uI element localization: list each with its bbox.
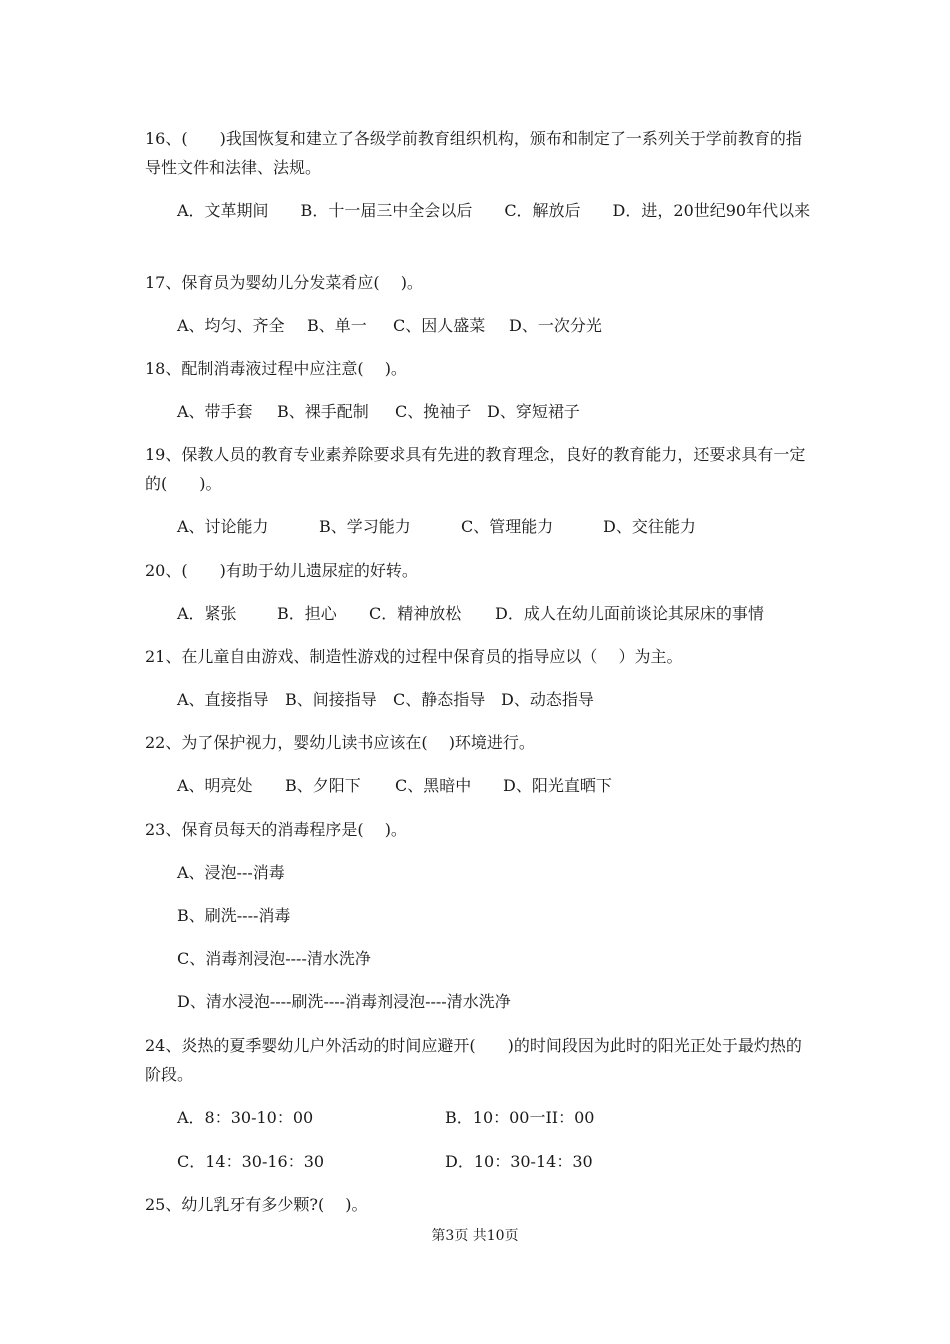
option-c: C、挽袖子: [395, 402, 472, 421]
option-b: B、单一: [307, 316, 367, 335]
question-22: 22、为了保护视力，婴幼儿读书应该在( )环境进行。: [145, 733, 535, 752]
option-b: B、学习能力: [319, 517, 411, 536]
question-20-options: [177, 599, 817, 628]
question-23-option-b: B、刷洗----消毒: [177, 906, 291, 925]
option-c: C、静态指导: [393, 690, 486, 709]
question-24: 24、炎热的夏季婴幼儿户外活动的时间应避开( )的时间段因为此时的阳光正处于最灼热的阶段。: [145, 1036, 802, 1084]
page-footer: 第3页 共10页: [431, 1228, 519, 1244]
question-16-options: A．文革期间 B．十一届三中全会以后 C．解放后 D．进，20世纪90年代以来: [177, 201, 811, 220]
option-a: A、讨论能力: [177, 517, 269, 536]
option-c: C．14：30-16：30: [177, 1152, 325, 1171]
question-24-options-row2: [177, 1147, 817, 1176]
question-23-option-a: A、浸泡---消毒: [177, 863, 285, 882]
question-23-option-c: C、消毒剂浸泡----清水洗净: [177, 949, 371, 968]
option-b: B、裸手配制: [277, 402, 369, 421]
option-b: B、间接指导: [285, 690, 377, 709]
option-d: D、阳光直晒下: [503, 776, 612, 795]
question-24-options-row1: [177, 1103, 817, 1132]
option-b: B．10：00一II：00: [445, 1108, 595, 1127]
option-d: D．成人在幼儿面前谈论其尿床的事情: [495, 604, 764, 623]
question-21-options: [177, 685, 817, 714]
question-17: 17、保育员为婴幼儿分发菜肴应( )。: [145, 273, 423, 292]
option-d: D、交往能力: [603, 517, 696, 536]
option-c: C、因人盛菜: [393, 316, 486, 335]
option-b: B．担心: [277, 604, 337, 623]
option-d: D、穿短裙子: [487, 402, 580, 421]
question-23: 23、保育员每天的消毒程序是( )。: [145, 820, 407, 839]
option-d: D、动态指导: [501, 690, 594, 709]
question-25: 25、幼儿乳牙有多少颗?( )。: [145, 1195, 368, 1214]
option-c: C、管理能力: [461, 517, 554, 536]
question-19: 19、保教人员的教育专业素养除要求具有先进的教育理念，良好的教育能力，还要求具有一定的( )。: [145, 445, 806, 493]
option-c: C．精神放松: [369, 604, 462, 623]
question-23-option-d: D、清水浸泡----刷洗----消毒剂浸泡----清水洗净: [177, 992, 511, 1011]
option-a: A、带手套: [177, 402, 253, 421]
question-16: 16、( )我国恢复和建立了各级学前教育组织机构，颁布和制定了一系列关于学前教育的指导性文件和法律、法规。: [145, 129, 802, 177]
option-d: D．10：30-14：30: [445, 1152, 593, 1171]
question-20: 20、( )有助于幼儿遗尿症的好转。: [145, 561, 418, 580]
question-18-options: [177, 397, 817, 426]
question-17-options: [177, 311, 817, 340]
option-a: A．8：30-10：00: [177, 1108, 314, 1127]
question-18: 18、配制消毒液过程中应注意( )。: [145, 359, 407, 378]
option-c: C、黑暗中: [395, 776, 472, 795]
option-a: A、均匀、齐全: [177, 316, 285, 335]
option-a: A、明亮处: [177, 776, 253, 795]
option-a: A、直接指导: [177, 690, 269, 709]
option-a: A．紧张: [177, 604, 237, 623]
question-19-options: [177, 512, 817, 541]
question-21: 21、在儿童自由游戏、制造性游戏的过程中保育员的指导应以（ ）为主。: [145, 647, 683, 666]
question-22-options: [177, 771, 817, 800]
option-d: D、一次分光: [509, 316, 602, 335]
option-b: B、夕阳下: [285, 776, 361, 795]
